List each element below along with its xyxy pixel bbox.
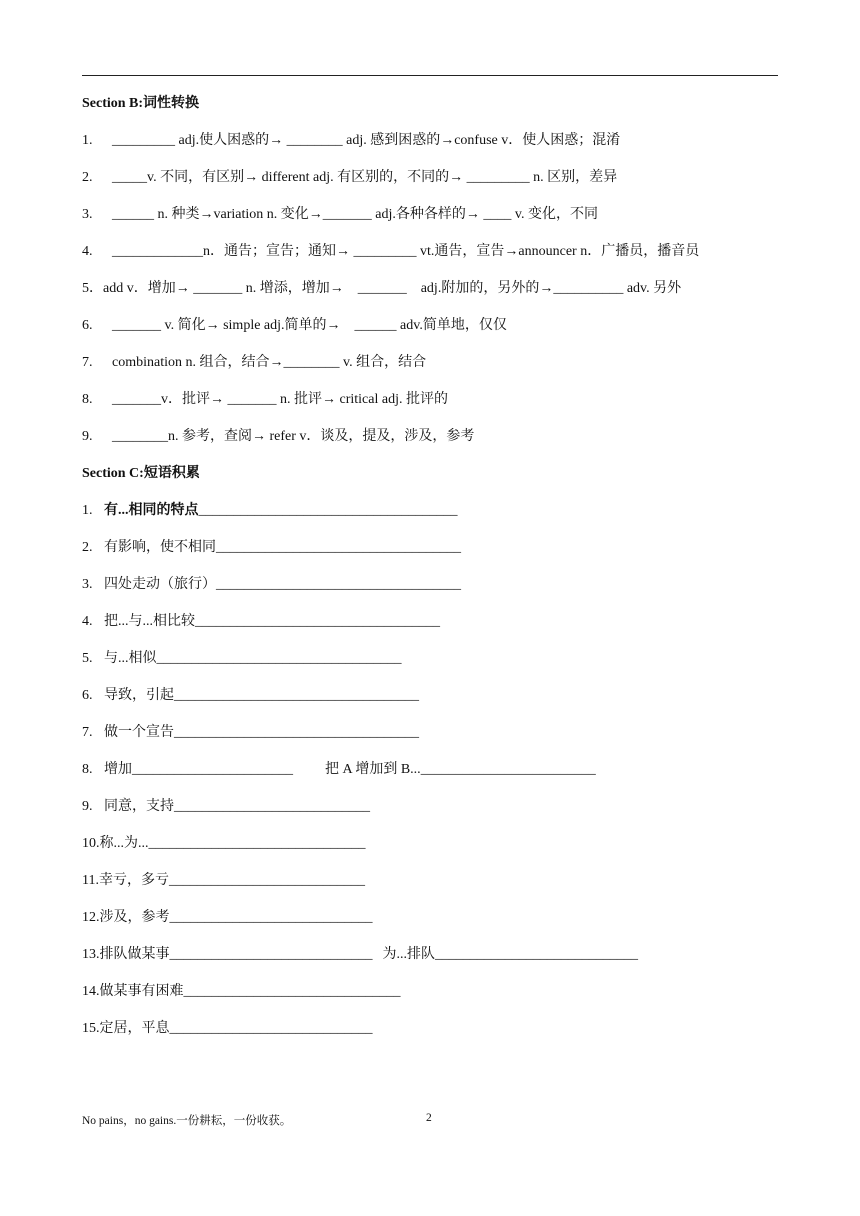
item-text: _________ adj.使人困惑的→ ________ adj. 感到困惑的→confuse v．使人困惑；混淆 — [112, 133, 621, 148]
item-text: 称...为... — [99, 836, 149, 851]
item-number: 8. — [82, 392, 93, 407]
section-c-item — [82, 687, 419, 705]
section-c-item — [82, 909, 373, 927]
section-b-item — [82, 354, 426, 372]
section-c-item — [82, 798, 370, 816]
answer-blank: ____________________________ — [174, 799, 370, 814]
item-number: 14. — [82, 984, 100, 999]
item-text: add v．增加→ _______ n. 增添，增加→ _______ adj.附加的，另外的→__________ adv. 另外 — [103, 281, 682, 296]
item-text: 有...相同的特点 — [104, 503, 199, 518]
section-c-heading: Section C:短语积累 — [82, 466, 200, 481]
item-number: 5． — [82, 281, 103, 296]
item-text: _____________n．通告；宣告；通知→ _________ vt.通告，宣告→announcer n．广播员，播音员 — [112, 244, 700, 259]
section-b-item — [82, 280, 681, 298]
item-text: 做某事有困难 — [99, 984, 184, 999]
item-text: 排队做某事 — [99, 947, 170, 962]
section-b-item — [82, 206, 598, 224]
section-c-item — [82, 761, 596, 779]
item-text: 定居，平息 — [99, 1021, 170, 1036]
section-c-item — [82, 650, 402, 668]
item-number: 13. — [82, 947, 100, 962]
answer-blank: _____________________________ — [169, 910, 373, 925]
answer-blank: ___________________________________ — [216, 540, 461, 555]
item-text: 同意，支持 — [104, 799, 174, 814]
section-c-item — [82, 576, 461, 594]
section-c-item — [82, 539, 461, 557]
item-number: 9. — [82, 799, 93, 814]
item-number: 3. — [82, 577, 93, 592]
answer-blank-2: _____________________________ — [435, 947, 638, 962]
item-text: 有影响，使不相同 — [104, 540, 216, 555]
section-b-heading: Section B:词性转换 — [82, 96, 200, 111]
item-text: combination n. 组合，结合→________ v. 组合，结合 — [112, 355, 427, 370]
answer-blank: _______________________________ — [183, 984, 401, 999]
section-b-item — [82, 391, 448, 409]
item-text-2: 为...排队 — [382, 947, 435, 962]
answer-blank: ____________________________ — [168, 873, 365, 888]
item-number: 2. — [82, 540, 93, 555]
item-text: ______ n. 种类→variation n. 变化→_______ adj.各种各样的→ ____ v. 变化，不同 — [112, 207, 598, 222]
answer-blank: _______________________________ — [148, 836, 366, 851]
header-rule — [82, 75, 778, 76]
section-b-item — [82, 428, 474, 446]
item-text: 与...相似 — [104, 651, 157, 666]
answer-blank: _____________________________ — [169, 947, 373, 962]
item-number: 6. — [82, 688, 93, 703]
footer-motto: No pains，no gains.一份耕耘，一份收获。 — [82, 1115, 292, 1127]
item-number: 7. — [82, 725, 93, 740]
item-number: 1. — [82, 503, 93, 518]
item-text: _______v．批评→ _______ n. 批评→ critical adj. 批评的 — [112, 392, 448, 407]
item-text: ________n. 参考，查阅→ refer v．谈及，提及，涉及，参考 — [112, 429, 475, 444]
section-c-item — [82, 724, 419, 742]
answer-blank: ___________________________________ — [174, 725, 419, 740]
item-number: 9. — [82, 429, 93, 444]
item-number: 7. — [82, 355, 93, 370]
section-c-item — [82, 1020, 373, 1038]
section-c-item — [82, 872, 365, 890]
item-number: 2. — [82, 170, 93, 185]
item-number: 15. — [82, 1021, 100, 1036]
answer-blank: ___________________________________ — [156, 651, 402, 666]
answer-blank: ___________________________________ — [174, 688, 419, 703]
page-number: 2 — [426, 1112, 432, 1124]
item-number: 4. — [82, 614, 93, 629]
section-c-item — [82, 983, 401, 1001]
section-c-item — [82, 946, 638, 964]
section-b-item — [82, 169, 617, 187]
item-number: 4. — [82, 244, 93, 259]
section-b-item — [82, 243, 699, 261]
answer-blank: _____________________________________ — [198, 503, 458, 518]
item-text: _______ v. 简化→ simple adj.简单的→ ______ adv.简单地，仅仅 — [112, 318, 507, 333]
answer-blank: ___________________________________ — [195, 614, 440, 629]
answer-blank-2: _________________________ — [420, 762, 596, 777]
item-text: 导致，引起 — [104, 688, 174, 703]
section-b-item — [82, 317, 507, 335]
item-number: 8. — [82, 762, 93, 777]
item-number: 1. — [82, 133, 93, 148]
item-number: 12. — [82, 910, 100, 925]
item-text-2: 把 A 增加到 B... — [325, 762, 421, 777]
item-text: 涉及，参考 — [99, 910, 170, 925]
item-text: 增加 — [104, 762, 132, 777]
item-number: 6. — [82, 318, 93, 333]
item-number: 5. — [82, 651, 93, 666]
section-c-item — [82, 835, 366, 853]
item-text: _____v. 不同，有区别→ different adj. 有区别的，不同的→ _________ n. 区别，差异 — [112, 170, 618, 185]
answer-blank: ___________________________________ — [216, 577, 461, 592]
section-c-item — [82, 502, 458, 520]
item-number: 3. — [82, 207, 93, 222]
item-text: 把...与...相比较 — [104, 614, 195, 629]
item-number: 11. — [82, 873, 99, 888]
answer-blank: _____________________________ — [169, 1021, 373, 1036]
item-text: 做一个宣告 — [104, 725, 174, 740]
item-text: 幸亏，多亏 — [98, 873, 169, 888]
section-b-item — [82, 132, 620, 150]
section-c-item — [82, 613, 440, 631]
item-number: 10. — [82, 836, 100, 851]
answer-blank: _______________________ — [132, 762, 293, 777]
item-text: 四处走动（旅行） — [104, 577, 216, 592]
